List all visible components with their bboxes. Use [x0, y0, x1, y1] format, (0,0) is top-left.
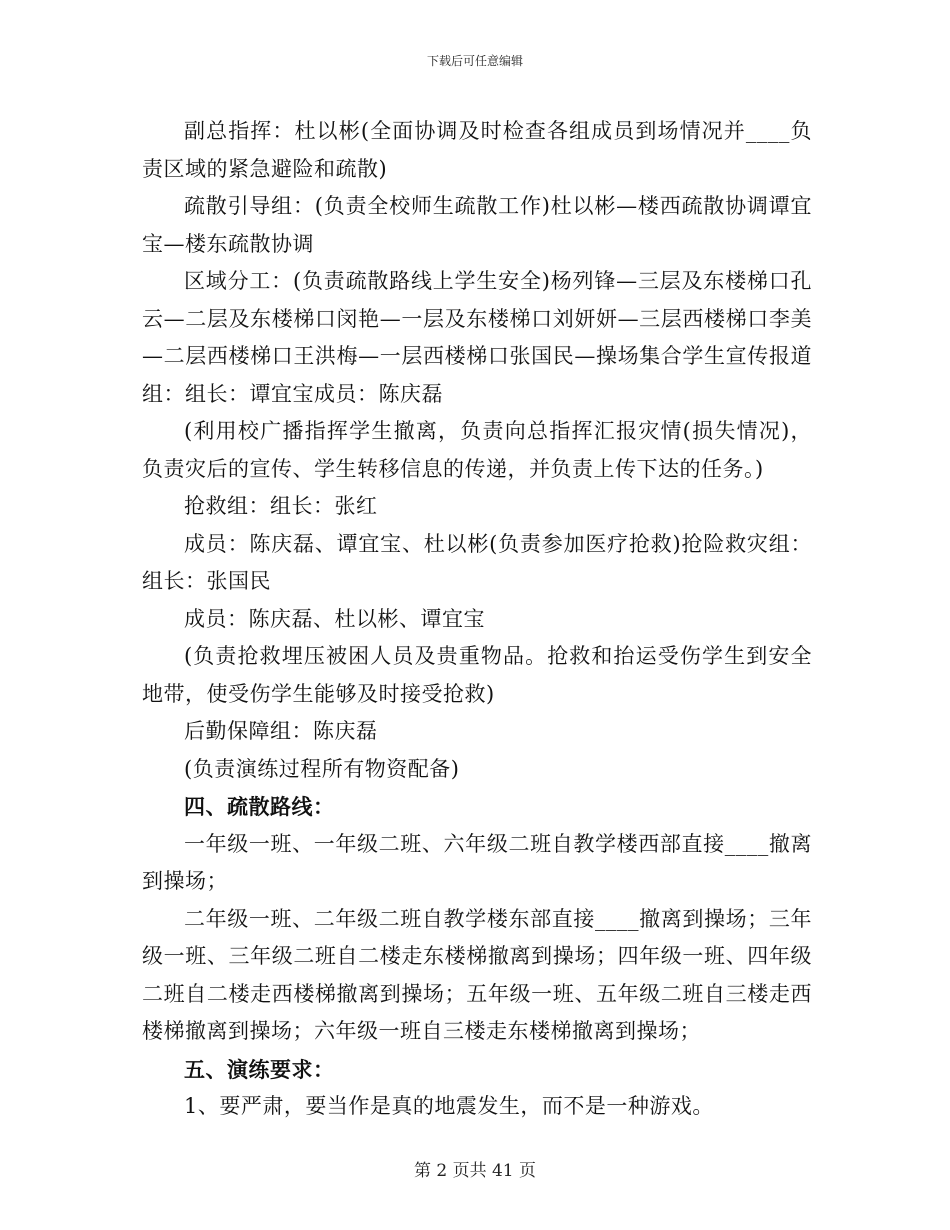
paragraph-emergency-duty: (负责抢救埋压被困人员及贵重物品。抢救和抬运受伤学生到安全地带，使受伤学生能够及时接受抢救): [142, 644, 812, 706]
paragraph-broadcast-duty: (利用校广播指挥学生撤离，负责向总指挥汇报灾情(损失情况)，负责灾后的宣传、学生转移信息的传递，并负责上传下达的任务。): [142, 419, 812, 481]
document-body: [142, 113, 812, 1126]
paragraph-route-details: 二年级一班、二年级二班自教学楼东部直接____撤离到操场；三年级一班、三年级二班自二楼走东楼梯撤离到操场；四年级一班、四年级二班自二楼走西楼梯撤离到操场；五年级一班、五年级二班自三楼走西楼梯撤离到操场；六年级一班自三楼走东楼梯撤离到操场；: [142, 906, 812, 1043]
paragraph-logistics-duty: (负责演练过程所有物资配备): [184, 756, 460, 781]
paragraph-deputy-commander: 副总指挥：杜以彬(全面协调及时检查各组成员到场情况并____负责区域的紧急避险和疏散): [142, 119, 812, 181]
paragraph-rescue-members: 成员：陈庆磊、谭宜宝、杜以彬(负责参加医疗抢救)抢险救灾组：组长：张国民: [142, 531, 812, 593]
section-heading-evacuation-route: 四、疏散路线：: [184, 794, 335, 819]
page-footer: 第 2 页共 41 页: [413, 1161, 537, 1181]
paragraph-logistics-group: 后勤保障组：陈庆磊: [184, 719, 378, 743]
page-header: 下载后可任意编辑: [426, 54, 523, 68]
paragraph-emergency-members: 成员：陈庆磊、杜以彬、谭宜宝: [184, 606, 485, 631]
paragraph-requirement-1: 1、要严肃，要当作是真的地震发生，而不是一种游戏。: [184, 1094, 714, 1118]
paragraph-evacuation-guide-group: 疏散引导组：(负责全校师生疏散工作)杜以彬—楼西疏散协调谭宜宝—楼东疏散协调: [142, 194, 812, 256]
paragraph-route-west: 一年级一班、一年级二班、六年级二班自教学楼西部直接____撤离到操场；: [142, 831, 812, 893]
paragraph-rescue-group: 抢救组：组长：张红: [184, 494, 378, 518]
section-heading-drill-requirements: 五、演练要求：: [184, 1056, 335, 1082]
paragraph-area-division: 区域分工：(负责疏散路线上学生安全)杨列锋—三层及东楼梯口孔云—二层及东楼梯口闵艳—一层及东楼梯口刘妍妍—三层西楼梯口李美—二层西楼梯口王洪梅—一层西楼梯口张国民—操场集合学生宣传报道组：组长：谭宜宝成员：陈庆磊: [142, 269, 812, 406]
